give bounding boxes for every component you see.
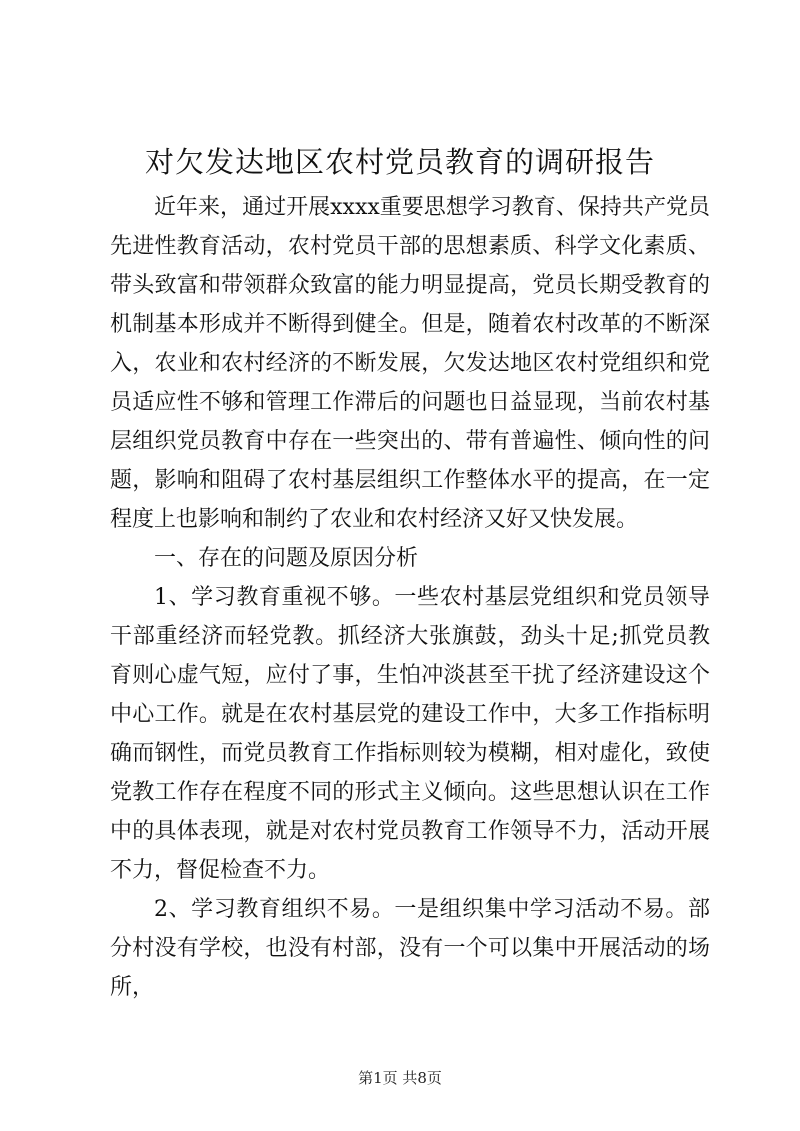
document-body (110, 188, 710, 1007)
paragraph-intro: 近年来，通过开展xxxx重要思想学习教育、保持共产党员先进性教育活动，农村党员干部的思想素质、科学文化素质、带头致富和带领群众致富的能力明显提高，党员长期受教育的机制基本形成并不断得到健全。但是，随着农村改革的不断深入，农业和农村经济的不断发展，欠发达地区农村党组织和党员适应性不够和管理工作滞后的问题也日益显现，当前农村基层组织党员教育中存在一些突出的、带有普遍性、倾向性的问题，影响和阻碍了农村基层组织工作整体水平的提高，在一定程度上也影响和制约了农业和农村经济又好又快发展。 (110, 195, 710, 532)
section-heading: 一、存在的问题及原因分析 (154, 546, 419, 571)
paragraph-point-2: 2、学习教育组织不易。一是组织集中学习活动不易。部分村没有学校，也没有村部，没有一个可以集中开展活动的场所， (110, 897, 710, 1000)
page-footer: 第1页 共8页 (358, 1069, 442, 1087)
paragraph-point-1: 1、学习教育重视不够。一些农村基层党组织和党员领导干部重经济而轻党教。抓经济大张旗鼓，劲头十足;抓党员教育则心虚气短，应付了事，生怕冲淡甚至干扰了经济建设这个中心工作。就是在农村基层党的建设工作中，大多工作指标明确而钢性，而党员教育工作指标则较为模糊，相对虚化，致使党教工作存在程度不同的形式主义倾向。这些思想认识在工作中的具体表现，就是对农村党员教育工作领导不力，活动开展不力，督促检查不力。 (110, 585, 710, 883)
document-title: 对欠发达地区农村党员教育的调研报告 (144, 145, 655, 179)
